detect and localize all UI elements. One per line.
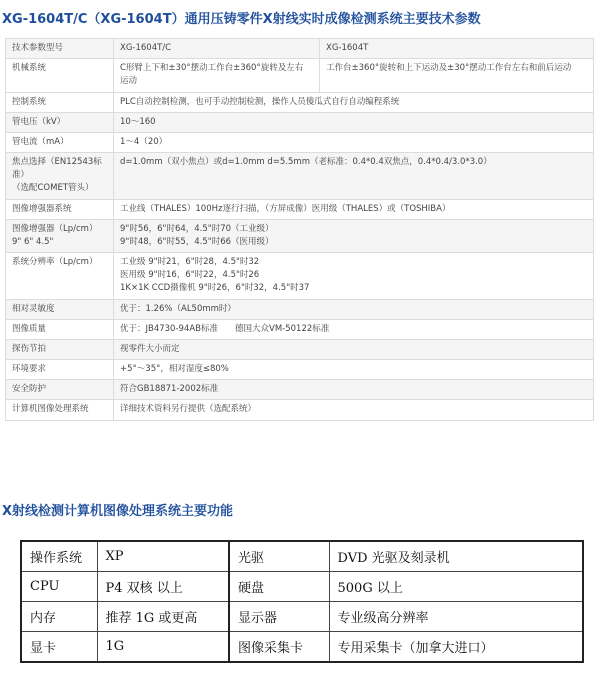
specs-label [6, 92, 114, 112]
specs-label-line: 图像增强器（Lp/cm） [12, 223, 98, 234]
features-key: CPU [21, 572, 97, 602]
specs-value-line: 1～4（20） [120, 136, 168, 147]
specs-value-line: 优于：1.26%（AL50mm时） [120, 303, 236, 314]
specs-row [6, 153, 594, 200]
specs-label: 机械系统 [6, 59, 114, 92]
features-key: 光驱 [229, 541, 329, 572]
specs-value-t: 工作台±360°旋转和上下运动及±30°摆动工作台左右和前后运动 [320, 59, 594, 92]
specs-header-label: 技术参数型号 [6, 39, 114, 59]
features-value: 1G [97, 632, 229, 663]
specs-row [6, 400, 594, 420]
specs-value-line: 9"时48，6"时55，4.5"时66（医用级） [120, 236, 274, 247]
specs-value [114, 253, 594, 300]
specs-value [114, 199, 594, 219]
specs-row [6, 219, 594, 252]
features-row [21, 572, 583, 602]
specs-value-line: 医用级 9"时16，6"时22，4.5"时26 [120, 270, 260, 281]
specs-header-model-t: XG-1604T [320, 39, 594, 59]
specs-label [6, 132, 114, 152]
specs-value-line: 1K×1K CCD摄像机 9"时26，6"时32，4.5"时37 [120, 283, 310, 294]
features-row [21, 602, 583, 632]
specs-label [6, 339, 114, 359]
features-value: XP [97, 541, 229, 572]
specs-value-line: 工业线（THALES）100Hz逐行扫描，（方屏成像）医用级（THALES）或（TOSHIBA） [120, 203, 451, 214]
specs-label [6, 219, 114, 252]
specs-value-line: 优于：JB4730-94AB标准 德国大众VM-50122标准 [120, 323, 330, 334]
specs-label-line: 管电流（mA） [12, 136, 69, 147]
specs-row [6, 380, 594, 400]
specs-label-line: 准） [12, 170, 30, 181]
specs-row-mechanical [6, 59, 594, 92]
specs-value [114, 400, 594, 420]
specs-label-line: 图像增强器系统 [12, 203, 72, 214]
specs-row [6, 253, 594, 300]
specs-value-line: C形臂上下和±30°摆动工作台±360°旋转及左右 [120, 63, 304, 74]
specs-row [6, 92, 594, 112]
features-key: 显示器 [229, 602, 329, 632]
specs-label [6, 380, 114, 400]
specs-value [114, 112, 594, 132]
specs-label-line: 探伤节拍 [12, 343, 47, 354]
features-title: X射线检测计算机图像处理系统主要功能 [2, 504, 234, 519]
specs-row [6, 112, 594, 132]
features-key: 硬盘 [229, 572, 329, 602]
specs-row [6, 132, 594, 152]
specs-header-row [6, 39, 594, 59]
features-value: 专用采集卡（加拿大进口） [329, 632, 583, 663]
specs-value [114, 153, 594, 200]
specs-value-line: 详细技术资料另行提供（选配系统） [120, 404, 257, 415]
specs-value-c [114, 59, 320, 92]
specs-value [114, 132, 594, 152]
specs-label [6, 153, 114, 200]
features-value: DVD 光驱及刻录机 [329, 541, 583, 572]
specs-label-line: 计算机图像处理系统 [12, 404, 89, 415]
specs-label [6, 299, 114, 319]
features-value: 500G 以上 [329, 572, 583, 602]
specs-label [6, 112, 114, 132]
specs-table [5, 38, 594, 421]
specs-row [6, 339, 594, 359]
specs-label-line: 安全防护 [12, 384, 47, 395]
specs-value [114, 219, 594, 252]
specs-value-line: 视零件大小而定 [120, 343, 180, 354]
specs-value [114, 380, 594, 400]
specs-title: XG-1604T/C（XG-1604T）通用压铸零件X射线实时成像检测系统主要技术参数 [2, 12, 481, 27]
specs-label [6, 199, 114, 219]
features-value: 专业级高分辨率 [329, 602, 583, 632]
features-row [21, 541, 583, 572]
specs-value-line: 9"时56，6"时64，4.5"时70（工业级） [120, 223, 274, 234]
specs-label-line: 焦点选择（EN12543标 [12, 157, 102, 168]
specs-value-line: d=1.0mm（双小焦点）或d=1.0mm d=5.5mm（老标准：0.4*0.4双焦点，0.4*0.4/3.0*3.0） [120, 157, 492, 168]
specs-label-line: 管电压（kV） [12, 116, 66, 127]
specs-row [6, 199, 594, 219]
specs-label-line: 9" 6" 4.5" [12, 236, 54, 247]
specs-value [114, 319, 594, 339]
specs-value [114, 360, 594, 380]
specs-label [6, 400, 114, 420]
specs-value-line: 符合GB18871-2002标准 [120, 384, 219, 395]
specs-label [6, 253, 114, 300]
specs-label [6, 360, 114, 380]
specs-label-line: 图像质量 [12, 323, 47, 334]
features-key: 内存 [21, 602, 97, 632]
specs-label-line: 相对灵敏度 [12, 303, 55, 314]
features-key: 操作系统 [21, 541, 97, 572]
specs-label-line: （选配COMET管头） [12, 183, 94, 194]
specs-label-line: 环境要求 [12, 364, 47, 375]
specs-label [6, 319, 114, 339]
specs-value-line: 运动 [120, 76, 138, 87]
features-value: 推荐 1G 或更高 [97, 602, 229, 632]
specs-row [6, 319, 594, 339]
specs-header-model-c: XG-1604T/C [114, 39, 320, 59]
features-key: 显卡 [21, 632, 97, 663]
specs-value-line: 工业级 9"时21，6"时28，4.5"时32 [120, 257, 260, 268]
specs-value-line: 10～160 [120, 116, 156, 127]
specs-label-line: 控制系统 [12, 96, 47, 107]
specs-value-line: PLC自动控制检测，也可手动控制检测，操作人员傻瓜式自行自动编程系统 [120, 96, 400, 107]
specs-value-line: +5°～35°，相对湿度≤80% [120, 364, 229, 375]
specs-row [6, 360, 594, 380]
features-table [20, 540, 584, 663]
specs-row [6, 299, 594, 319]
features-key: 图像采集卡 [229, 632, 329, 663]
specs-value [114, 339, 594, 359]
specs-label-line: 系统分辨率（Lp/cm） [12, 257, 98, 268]
features-value: P4 双核 以上 [97, 572, 229, 602]
specs-value [114, 92, 594, 112]
specs-value [114, 299, 594, 319]
features-row [21, 632, 583, 663]
